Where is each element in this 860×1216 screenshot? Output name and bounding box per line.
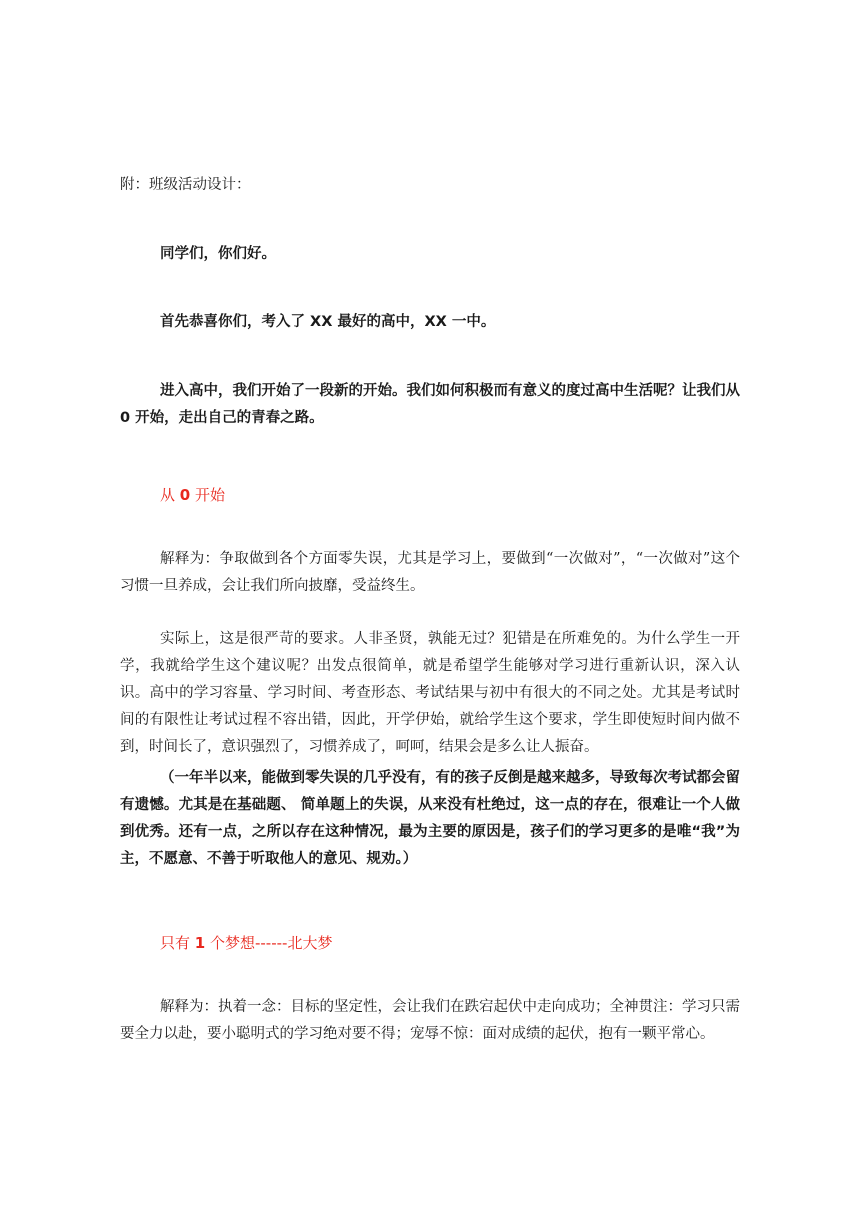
section-heading-start-from-zero [160, 482, 740, 509]
section-heading-prefix: 从 [160, 486, 180, 504]
note-paragraph: （一年半以来，能做到零失误的几乎没有，有的孩子反倒是越来越多，导致每次考试都会留有遗憾。尤其是在基础题、 简单题上的失误，从来没有杜绝过，这一点的存在，很难让一个人做到优秀。还有一点，之所以存在这种情况，最为主要的原因是，孩子们的学习更多的是唯“我”为主，不愿意、不善于听取他人的意见、规劝。） [120, 770, 740, 867]
reality-paragraph: 实际上，这是很严苛的要求。人非圣贤，孰能无过？犯错是在所难免的。为什么学生一开学，我就给学生这个建议呢？出发点很简单，就是希望学生能够对学习进行重新认识，深入认识。高中的学习容量、学习时间、考查形态、考试结果与初中有很大的不同之处。尤其是考试时间的有限性让考试过程不容出错，因此，开学伊始，就给学生这个要求，学生即使短时间内做不到，时间长了，意识强烈了，习惯养成了，呵呵，结果会是多么让人振奋。 [120, 631, 740, 755]
explanation-paragraph-2: 解释为：执着一念：目标的坚定性，会让我们在跌宕起伏中走向成功；全神贯注：学习只需要全力以赴，要小聪明式的学习绝对要不得；宠辱不惊：面对成绩的起伏，抱有一颗平常心。 [120, 999, 740, 1042]
section-heading-prefix: 只有 [160, 934, 195, 952]
greeting: 同学们，你们好。 [160, 246, 276, 262]
section-heading-one-dream [160, 930, 740, 957]
congratulations-paragraph: 首先恭喜你们，考入了 XX 最好的高中，XX 一中。 [160, 314, 496, 330]
section-heading-number: 1 [194, 934, 206, 952]
attachment-heading: 附：班级活动设计： [120, 177, 251, 193]
intro-paragraph: 进入高中，我们开始了一段新的开始。我们如何积极而有意义的度过高中生活呢？让我们从 0 开始，走出自己的青春之路。 [120, 383, 740, 426]
explanation-paragraph-1: 解释为：争取做到各个方面零失误，尤其是学习上，要做到“一次做对”，“一次做对”这个习惯一旦养成，会让我们所向披靡，受益终生。 [120, 551, 740, 594]
section-heading-suffix: 个梦想------北大梦 [205, 934, 333, 952]
section-heading-suffix: 开始 [190, 486, 225, 504]
section-heading-number: 0 [179, 486, 191, 504]
